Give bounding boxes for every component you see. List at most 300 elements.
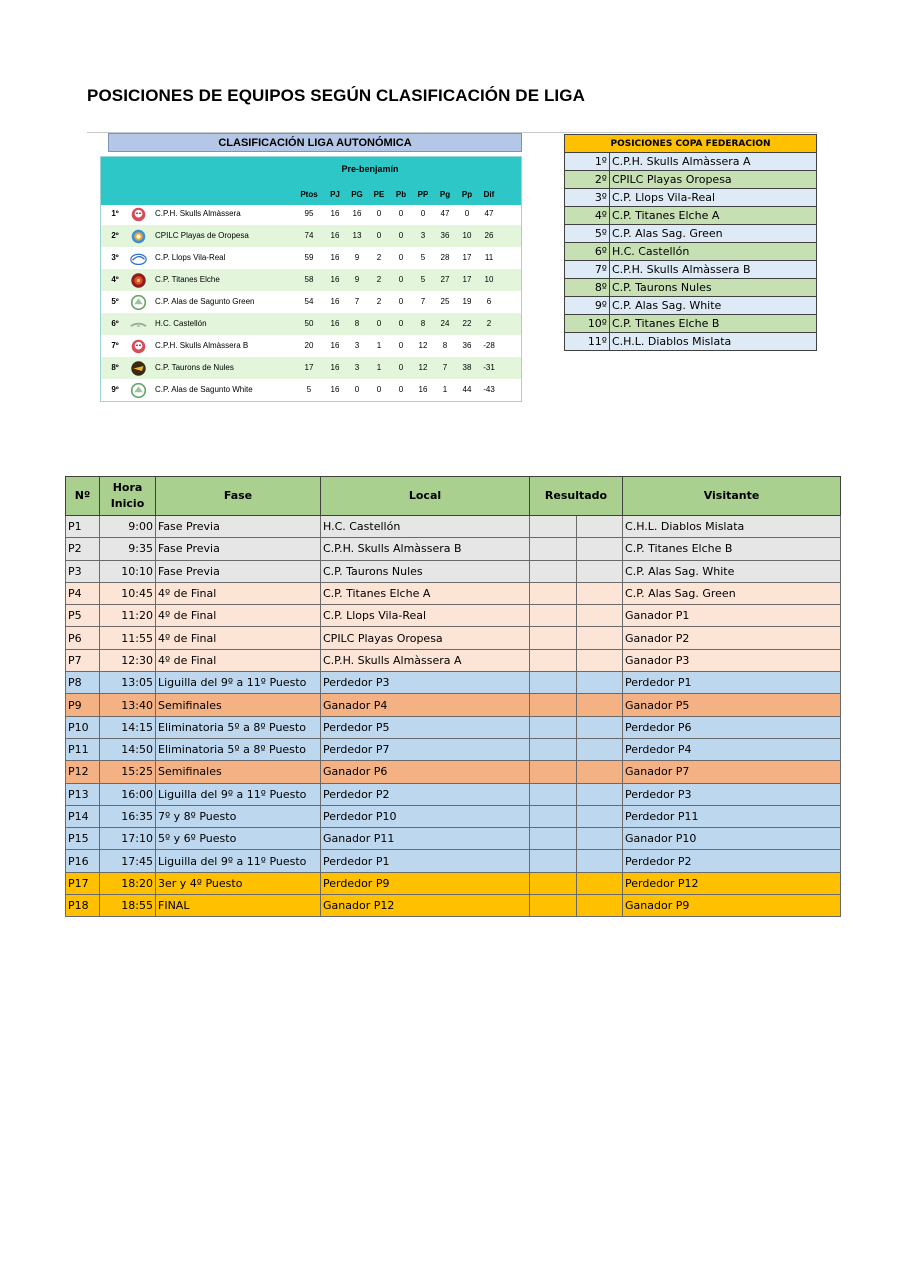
match-visitante: Perdedor P4 — [623, 738, 841, 760]
liga-stat-pb: 0 — [398, 385, 404, 394]
match-num: P1 — [66, 516, 100, 538]
match-resultado-visitante[interactable] — [577, 627, 623, 649]
liga-stat-pg: 3 — [354, 363, 360, 372]
liga-col-pg: PG — [351, 190, 363, 199]
match-resultado-local[interactable] — [530, 672, 577, 694]
schedule-row — [66, 895, 841, 917]
liga-stat-pg: 1 — [442, 385, 448, 394]
match-local: Ganador P12 — [321, 895, 530, 917]
match-resultado-visitante[interactable] — [577, 672, 623, 694]
match-num: P12 — [66, 761, 100, 783]
match-hora: 18:20 — [100, 872, 156, 894]
liga-stat-ptos: 58 — [304, 275, 314, 284]
liga-stat-pg: 24 — [440, 319, 450, 328]
liga-stat-pg: 9 — [354, 253, 360, 262]
copa-position: 2º — [565, 171, 610, 189]
titanes-logo-icon — [130, 272, 147, 288]
header-visitante: Visitante — [623, 477, 841, 516]
liga-team-name: H.C. Castellón — [155, 319, 207, 328]
match-fase: Liguilla del 9º a 11º Puesto — [156, 672, 321, 694]
liga-stat-ptos: 17 — [304, 363, 314, 372]
liga-stat-pp: 10 — [462, 231, 472, 240]
schedule-row — [66, 805, 841, 827]
match-hora: 11:20 — [100, 605, 156, 627]
match-resultado-local[interactable] — [530, 783, 577, 805]
liga-team-name: CPILC Playas de Oropesa — [155, 231, 249, 240]
schedule-row — [66, 582, 841, 604]
liga-stat-pj: 16 — [330, 297, 340, 306]
schedule-row — [66, 738, 841, 760]
match-hora: 9:00 — [100, 516, 156, 538]
liga-team-name: C.P.H. Skulls Almàssera — [155, 209, 241, 218]
match-hora: 14:15 — [100, 716, 156, 738]
liga-stat-pg: 8 — [354, 319, 360, 328]
match-hora: 17:45 — [100, 850, 156, 872]
liga-stat-pg: 16 — [352, 209, 362, 218]
skulls-logo-icon — [130, 206, 147, 222]
match-resultado-local[interactable] — [530, 649, 577, 671]
liga-col-pe: PE — [373, 190, 385, 199]
liga-col-pg: Pg — [439, 190, 451, 199]
match-resultado-local[interactable] — [530, 872, 577, 894]
schedule-row — [66, 850, 841, 872]
liga-stat-pg: 28 — [440, 253, 450, 262]
match-visitante: Perdedor P3 — [623, 783, 841, 805]
liga-stat-pj: 16 — [330, 341, 340, 350]
match-local: Ganador P6 — [321, 761, 530, 783]
liga-row — [101, 203, 521, 225]
match-resultado-local[interactable] — [530, 582, 577, 604]
match-resultado-visitante[interactable] — [577, 582, 623, 604]
match-local: C.P.H. Skulls Almàssera A — [321, 649, 530, 671]
liga-stat-ptos: 54 — [304, 297, 314, 306]
copa-row — [565, 315, 817, 333]
match-local: Perdedor P5 — [321, 716, 530, 738]
match-visitante: C.P. Alas Sag. White — [623, 560, 841, 582]
match-fase: 4º de Final — [156, 627, 321, 649]
match-hora: 16:35 — [100, 805, 156, 827]
match-visitante: Perdedor P12 — [623, 872, 841, 894]
copa-row — [565, 153, 817, 171]
match-resultado-visitante[interactable] — [577, 850, 623, 872]
liga-position: 7º — [111, 341, 119, 350]
match-fase: 4º de Final — [156, 605, 321, 627]
liga-stat-pb: 0 — [398, 275, 404, 284]
liga-row — [101, 247, 521, 269]
taurons-logo-icon — [130, 360, 147, 376]
liga-stat-pg: 7 — [354, 297, 360, 306]
liga-stat-pj: 16 — [330, 253, 340, 262]
copa-team-name: H.C. Castellón — [610, 243, 817, 261]
match-local: Ganador P4 — [321, 694, 530, 716]
match-num: P15 — [66, 828, 100, 850]
match-resultado-visitante[interactable] — [577, 828, 623, 850]
liga-col-ptos: Ptos — [300, 190, 318, 199]
liga-stat-pb: 0 — [398, 363, 404, 372]
liga-stat-pb: 0 — [398, 319, 404, 328]
copa-header: POSICIONES COPA FEDERACION — [565, 135, 817, 153]
liga-team-name: C.P. Taurons de Nules — [155, 363, 234, 372]
liga-stat-pe: 0 — [376, 385, 382, 394]
match-resultado-local[interactable] — [530, 560, 577, 582]
match-hora: 13:40 — [100, 694, 156, 716]
schedule-row — [66, 828, 841, 850]
match-resultado-local[interactable] — [530, 627, 577, 649]
match-resultado-visitante[interactable] — [577, 783, 623, 805]
liga-stat-dif: 11 — [484, 253, 494, 262]
liga-stat-pp: 12 — [418, 341, 428, 350]
liga-stat-pp: 38 — [462, 363, 472, 372]
liga-stat-pg: 13 — [352, 231, 362, 240]
match-local: Perdedor P10 — [321, 805, 530, 827]
liga-row — [101, 357, 521, 379]
match-visitante: Ganador P2 — [623, 627, 841, 649]
oropesa-logo-icon — [130, 228, 147, 244]
match-visitante: Perdedor P6 — [623, 716, 841, 738]
match-visitante: Perdedor P2 — [623, 850, 841, 872]
liga-team-name: C.P.H. Skulls Almàssera B — [155, 341, 249, 350]
copa-row — [565, 171, 817, 189]
match-visitante: C.P. Titanes Elche B — [623, 538, 841, 560]
match-hora: 11:55 — [100, 627, 156, 649]
copa-team-name: C.P.H. Skulls Almàssera A — [610, 153, 817, 171]
match-fase: 4º de Final — [156, 649, 321, 671]
header-hora — [100, 477, 156, 516]
match-local: Perdedor P3 — [321, 672, 530, 694]
liga-position: 4º — [111, 275, 119, 284]
match-resultado-visitante[interactable] — [577, 605, 623, 627]
llops-logo-icon — [130, 250, 147, 266]
schedule-row — [66, 627, 841, 649]
liga-stat-pe: 2 — [376, 297, 382, 306]
match-hora: 13:05 — [100, 672, 156, 694]
liga-stat-dif: 26 — [484, 231, 494, 240]
copa-team-name: C.P. Taurons Nules — [610, 279, 817, 297]
match-visitante: Perdedor P11 — [623, 805, 841, 827]
liga-stat-ptos: 50 — [304, 319, 314, 328]
match-resultado-visitante[interactable] — [577, 716, 623, 738]
liga-stat-pj: 16 — [330, 209, 340, 218]
match-visitante: Ganador P3 — [623, 649, 841, 671]
alas-logo-icon — [130, 294, 147, 310]
liga-stat-pg: 9 — [354, 275, 360, 284]
match-num: P11 — [66, 738, 100, 760]
liga-col-pj: PJ — [330, 190, 340, 199]
match-hora: 16:00 — [100, 783, 156, 805]
match-local: Perdedor P2 — [321, 783, 530, 805]
match-local: C.P. Llops Vila-Real — [321, 605, 530, 627]
liga-stat-dif: 10 — [484, 275, 494, 284]
liga-row — [101, 269, 521, 291]
copa-position: 10º — [565, 315, 610, 333]
liga-stat-pj: 16 — [330, 275, 340, 284]
liga-team-name: C.P. Alas de Sagunto White — [155, 385, 253, 394]
copa-row — [565, 207, 817, 225]
match-hora: 12:30 — [100, 649, 156, 671]
match-visitante: Ganador P7 — [623, 761, 841, 783]
copa-position: 9º — [565, 297, 610, 315]
liga-position: 8º — [111, 363, 119, 372]
copa-row — [565, 243, 817, 261]
liga-stat-pe: 0 — [376, 231, 382, 240]
match-visitante: Ganador P9 — [623, 895, 841, 917]
match-visitante: Perdedor P1 — [623, 672, 841, 694]
match-hora: 10:10 — [100, 560, 156, 582]
liga-stat-pp: 3 — [420, 231, 426, 240]
liga-stat-pg: 8 — [442, 341, 448, 350]
match-num: P3 — [66, 560, 100, 582]
liga-stat-dif: 47 — [484, 209, 494, 218]
match-fase: FINAL — [156, 895, 321, 917]
liga-stat-dif: 2 — [486, 319, 492, 328]
liga-stat-pb: 0 — [398, 341, 404, 350]
liga-row — [101, 335, 521, 357]
match-local: Perdedor P1 — [321, 850, 530, 872]
liga-position: 3º — [111, 253, 119, 262]
match-num: P6 — [66, 627, 100, 649]
schedule-table — [65, 476, 841, 917]
liga-stat-pe: 1 — [376, 363, 382, 372]
liga-stat-pj: 16 — [330, 319, 340, 328]
liga-row — [101, 291, 521, 313]
match-fase: 5º y 6º Puesto — [156, 828, 321, 850]
match-resultado-local[interactable] — [530, 761, 577, 783]
liga-position: 5º — [111, 297, 119, 306]
copa-team-name: C.P. Llops Vila-Real — [610, 189, 817, 207]
skulls-logo-icon — [130, 338, 147, 354]
castellon-logo-icon — [130, 316, 147, 332]
match-local: CPILC Playas Oropesa — [321, 627, 530, 649]
match-resultado-local[interactable] — [530, 716, 577, 738]
copa-team-name: C.P. Titanes Elche B — [610, 315, 817, 333]
liga-stat-pp: 22 — [462, 319, 472, 328]
match-visitante: C.H.L. Diablos Mislata — [623, 516, 841, 538]
schedule-row — [66, 783, 841, 805]
schedule-row — [66, 605, 841, 627]
liga-stat-pp: 44 — [462, 385, 472, 394]
liga-position: 1º — [111, 209, 119, 218]
copa-row — [565, 189, 817, 207]
liga-table — [100, 156, 522, 402]
match-resultado-local[interactable] — [530, 538, 577, 560]
header-fase: Fase — [156, 477, 321, 516]
liga-col-pp: PP — [417, 190, 429, 199]
liga-stat-pe: 0 — [376, 319, 382, 328]
match-resultado-visitante[interactable] — [577, 516, 623, 538]
copa-team-name: C.H.L. Diablos Mislata — [610, 333, 817, 351]
liga-stat-pj: 16 — [330, 385, 340, 394]
match-resultado-local[interactable] — [530, 605, 577, 627]
match-num: P8 — [66, 672, 100, 694]
schedule-row — [66, 649, 841, 671]
match-hora: 17:10 — [100, 828, 156, 850]
match-hora: 14:50 — [100, 738, 156, 760]
copa-team-name: C.P. Alas Sag. Green — [610, 225, 817, 243]
liga-stat-pg: 25 — [440, 297, 450, 306]
copa-position: 1º — [565, 153, 610, 171]
schedule-row — [66, 560, 841, 582]
match-resultado-visitante[interactable] — [577, 649, 623, 671]
schedule-row — [66, 761, 841, 783]
match-hora: 18:55 — [100, 895, 156, 917]
match-visitante: Ganador P5 — [623, 694, 841, 716]
liga-stat-dif: -31 — [483, 363, 495, 372]
liga-stat-pe: 0 — [376, 209, 382, 218]
header-num: Nº — [66, 477, 100, 516]
match-fase: Eliminatoria 5º a 8º Puesto — [156, 738, 321, 760]
match-resultado-local[interactable] — [530, 694, 577, 716]
schedule-row — [66, 716, 841, 738]
match-local: H.C. Castellón — [321, 516, 530, 538]
header-hora-line2: Inicio — [110, 497, 145, 510]
liga-stat-dif: -28 — [483, 341, 495, 350]
match-local: Perdedor P9 — [321, 872, 530, 894]
liga-stat-pb: 0 — [398, 253, 404, 262]
liga-row — [101, 225, 521, 247]
match-num: P2 — [66, 538, 100, 560]
copa-team-name: CPILC Playas Oropesa — [610, 171, 817, 189]
liga-stat-pp: 5 — [420, 253, 426, 262]
liga-stat-pb: 0 — [398, 209, 404, 218]
liga-category: Pre-benjamín — [341, 164, 399, 174]
match-resultado-local[interactable] — [530, 828, 577, 850]
schedule-row — [66, 872, 841, 894]
match-resultado-local[interactable] — [530, 516, 577, 538]
match-fase: Eliminatoria 5º a 8º Puesto — [156, 716, 321, 738]
match-fase: 4º de Final — [156, 582, 321, 604]
liga-stat-pp: 12 — [418, 363, 428, 372]
match-resultado-local[interactable] — [530, 805, 577, 827]
match-fase: Fase Previa — [156, 516, 321, 538]
match-resultado-visitante[interactable] — [577, 738, 623, 760]
match-local: C.P. Titanes Elche A — [321, 582, 530, 604]
match-hora: 10:45 — [100, 582, 156, 604]
header-local: Local — [321, 477, 530, 516]
alas-logo-icon — [130, 382, 147, 398]
copa-position: 6º — [565, 243, 610, 261]
match-hora: 9:35 — [100, 538, 156, 560]
match-resultado-local[interactable] — [530, 895, 577, 917]
liga-stat-pp: 17 — [462, 253, 472, 262]
liga-stat-pp: 0 — [420, 209, 426, 218]
copa-position: 5º — [565, 225, 610, 243]
liga-stat-pp: 36 — [462, 341, 472, 350]
liga-position: 9º — [111, 385, 119, 394]
liga-position: 6º — [111, 319, 119, 328]
liga-stat-pj: 16 — [330, 363, 340, 372]
liga-stat-ptos: 95 — [304, 209, 314, 218]
liga-stat-pp: 5 — [420, 275, 426, 284]
match-num: P14 — [66, 805, 100, 827]
liga-position: 2º — [111, 231, 119, 240]
liga-stat-pg: 47 — [440, 209, 450, 218]
liga-stat-pp: 7 — [420, 297, 426, 306]
liga-stat-pp: 19 — [462, 297, 472, 306]
liga-stat-pg: 0 — [354, 385, 360, 394]
match-fase: 7º y 8º Puesto — [156, 805, 321, 827]
copa-team-name: C.P. Titanes Elche A — [610, 207, 817, 225]
match-hora: 15:25 — [100, 761, 156, 783]
liga-col-pb: Pb — [395, 190, 407, 199]
match-num: P9 — [66, 694, 100, 716]
match-num: P10 — [66, 716, 100, 738]
match-num: P13 — [66, 783, 100, 805]
liga-team-name: C.P. Llops Vila-Real — [155, 253, 226, 262]
match-resultado-visitante[interactable] — [577, 805, 623, 827]
match-num: P4 — [66, 582, 100, 604]
match-local: Perdedor P7 — [321, 738, 530, 760]
match-resultado-visitante[interactable] — [577, 538, 623, 560]
copa-team-name: C.P.H. Skulls Almàssera B — [610, 261, 817, 279]
match-resultado-local[interactable] — [530, 738, 577, 760]
copa-position: 7º — [565, 261, 610, 279]
match-fase: Semifinales — [156, 694, 321, 716]
schedule-row — [66, 538, 841, 560]
match-visitante: C.P. Alas Sag. Green — [623, 582, 841, 604]
liga-column-headers — [101, 190, 521, 202]
liga-stat-pp: 0 — [464, 209, 470, 218]
schedule-row — [66, 672, 841, 694]
page-title: POSICIONES DE EQUIPOS SEGÚN CLASIFICACIÓN DE LIGA — [87, 86, 585, 105]
match-resultado-local[interactable] — [530, 850, 577, 872]
liga-stat-pb: 0 — [398, 297, 404, 306]
liga-stat-pp: 17 — [462, 275, 472, 284]
match-resultado-visitante[interactable] — [577, 694, 623, 716]
match-num: P18 — [66, 895, 100, 917]
liga-header: CLASIFICACIÓN LIGA AUTONÓMICA — [108, 133, 522, 152]
match-fase: Fase Previa — [156, 560, 321, 582]
copa-position: 11º — [565, 333, 610, 351]
liga-stat-pe: 1 — [376, 341, 382, 350]
copa-row — [565, 297, 817, 315]
match-resultado-visitante[interactable] — [577, 560, 623, 582]
match-local: C.P. Taurons Nules — [321, 560, 530, 582]
liga-stat-pg: 36 — [440, 231, 450, 240]
match-fase: Liguilla del 9º a 11º Puesto — [156, 850, 321, 872]
liga-col-pp: Pp — [461, 190, 473, 199]
match-num: P5 — [66, 605, 100, 627]
match-fase: Fase Previa — [156, 538, 321, 560]
match-resultado-visitante[interactable] — [577, 895, 623, 917]
liga-row — [101, 313, 521, 335]
match-resultado-visitante[interactable] — [577, 872, 623, 894]
match-num: P16 — [66, 850, 100, 872]
copa-row — [565, 261, 817, 279]
copa-table — [564, 134, 817, 351]
match-fase: 3er y 4º Puesto — [156, 872, 321, 894]
liga-stat-ptos: 20 — [304, 341, 314, 350]
header-resultado: Resultado — [530, 477, 623, 516]
liga-stat-dif: 6 — [486, 297, 492, 306]
match-visitante: Ganador P10 — [623, 828, 841, 850]
copa-row — [565, 225, 817, 243]
liga-stat-ptos: 5 — [306, 385, 312, 394]
copa-position: 3º — [565, 189, 610, 207]
liga-stat-pp: 8 — [420, 319, 426, 328]
match-local: Ganador P11 — [321, 828, 530, 850]
copa-row — [565, 333, 817, 351]
liga-col-dif: Dif — [483, 190, 495, 199]
match-local: C.P.H. Skulls Almàssera B — [321, 538, 530, 560]
liga-stat-pg: 7 — [442, 363, 448, 372]
copa-position: 4º — [565, 207, 610, 225]
schedule-row — [66, 694, 841, 716]
copa-row — [565, 279, 817, 297]
match-resultado-visitante[interactable] — [577, 761, 623, 783]
copa-team-name: C.P. Alas Sag. White — [610, 297, 817, 315]
liga-stat-pp: 16 — [418, 385, 428, 394]
liga-row — [101, 379, 521, 401]
